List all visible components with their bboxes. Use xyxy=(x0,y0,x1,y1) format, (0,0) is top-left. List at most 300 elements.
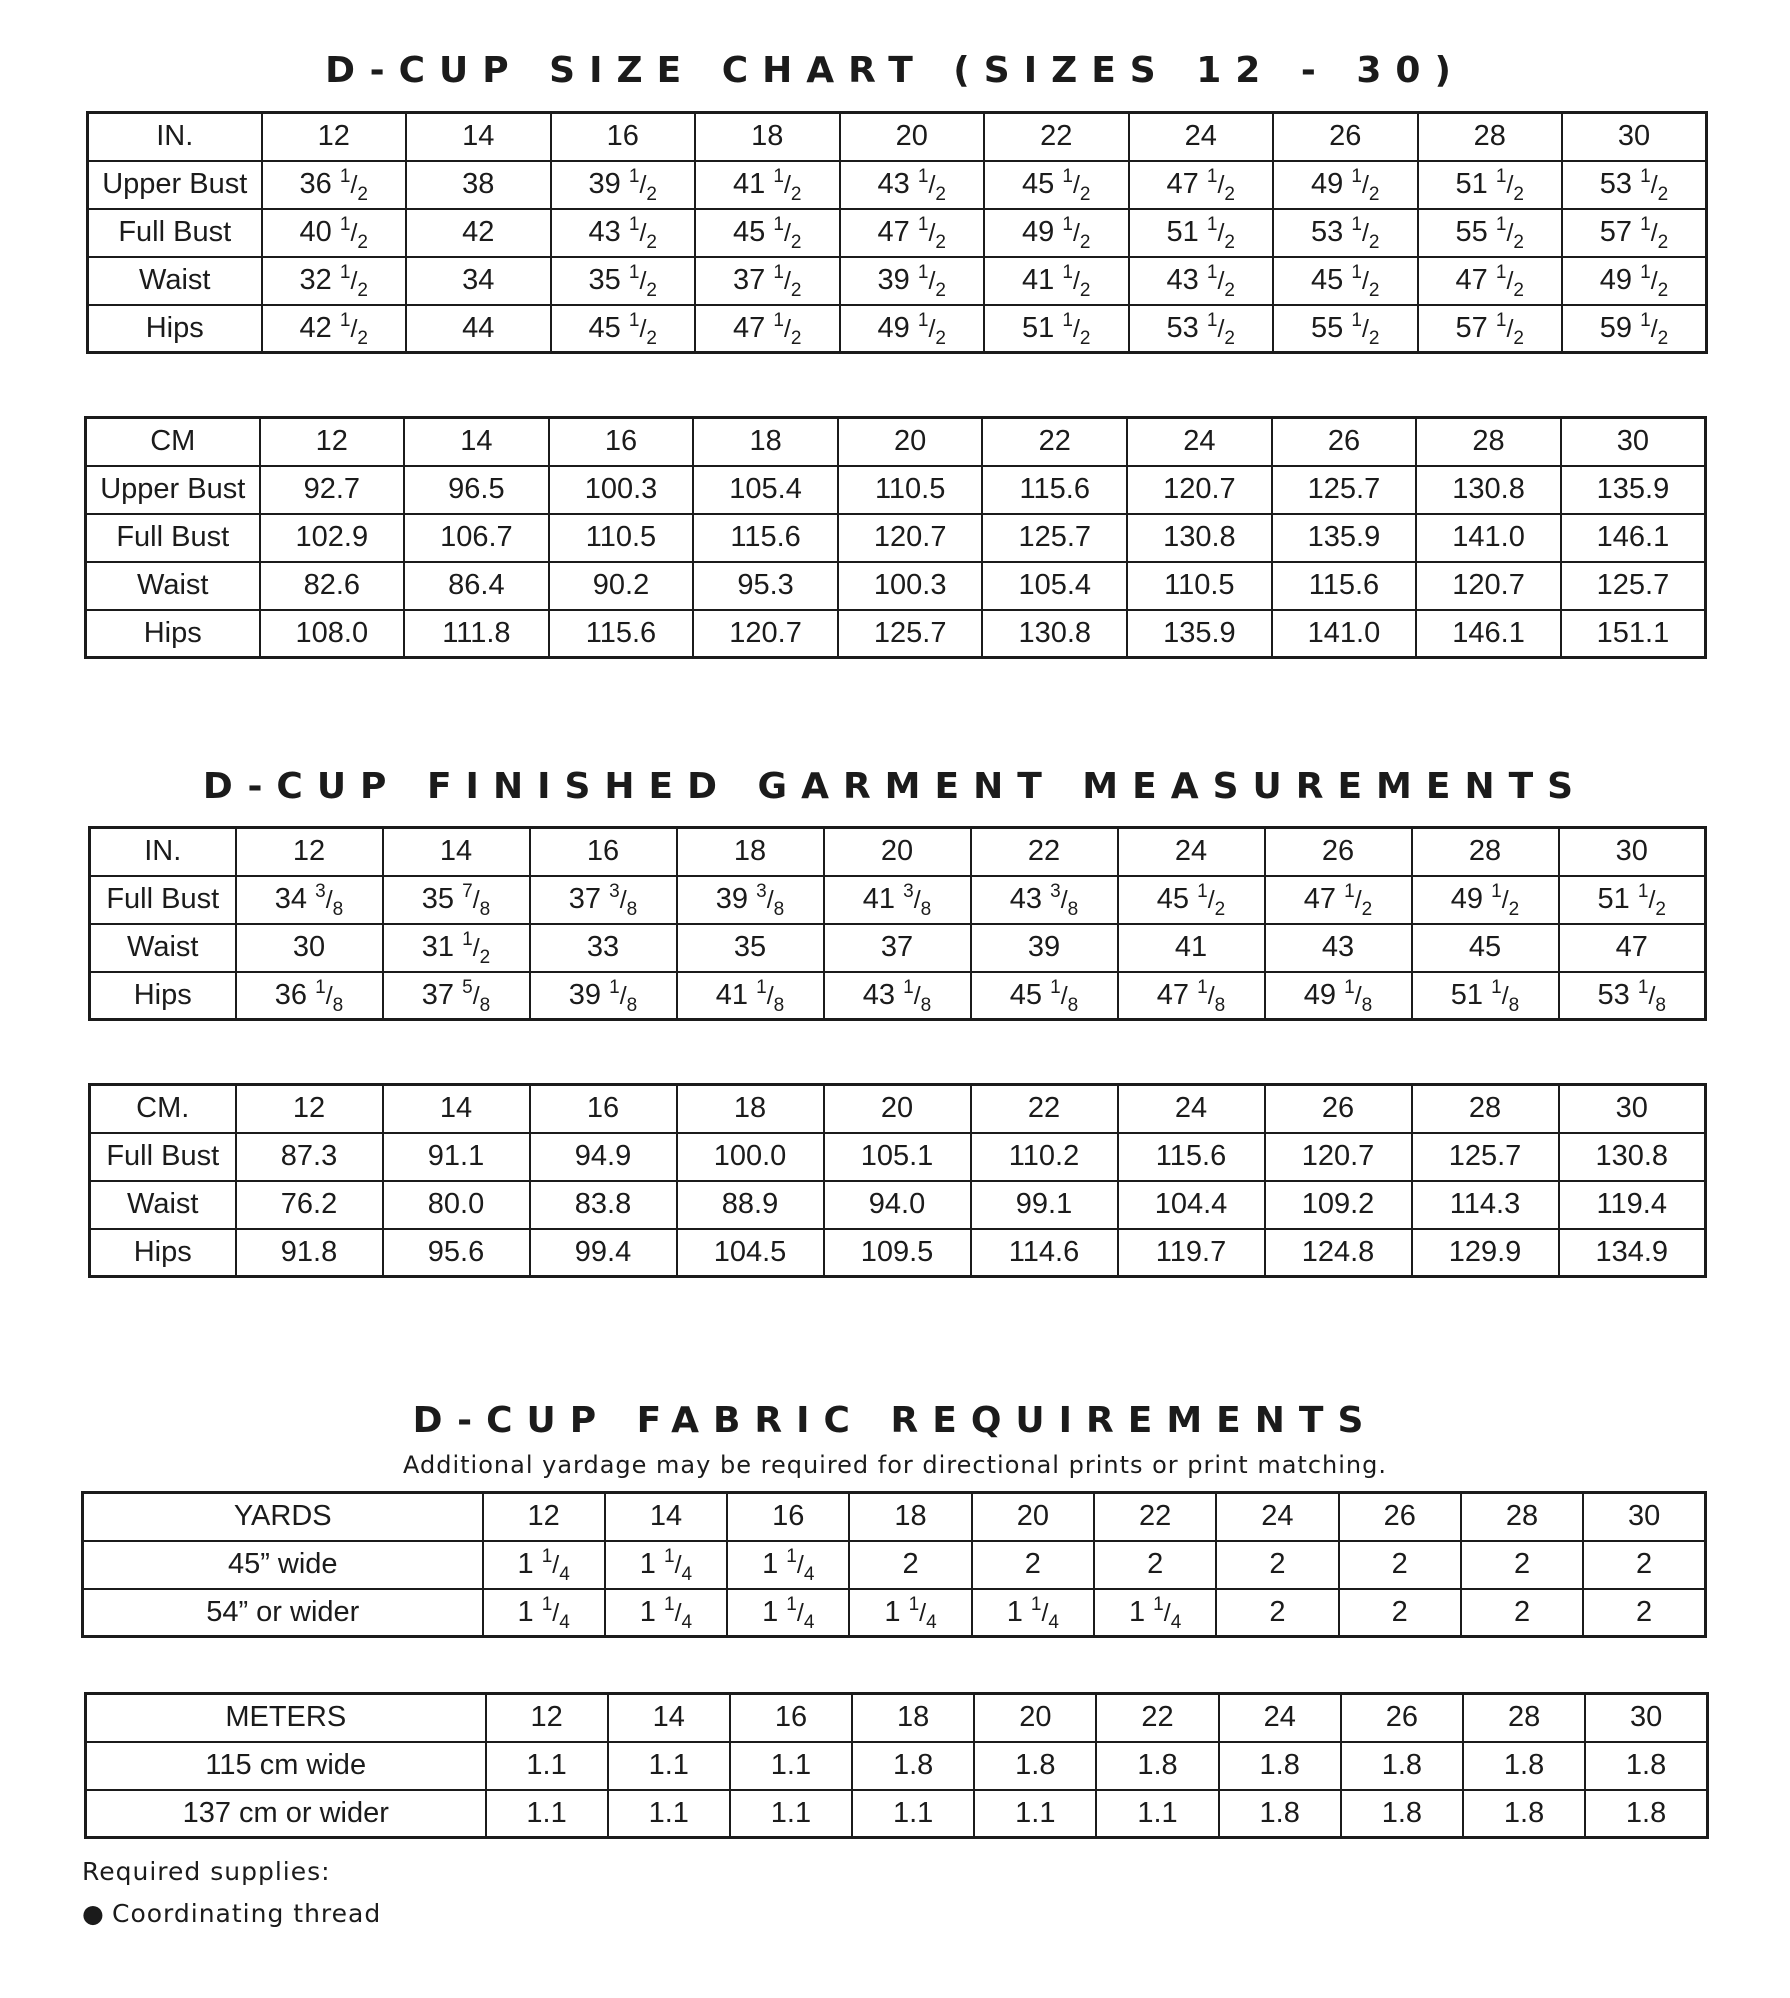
table-cell: 1.1 xyxy=(486,1790,608,1838)
size-chart-cm-table xyxy=(84,416,1707,659)
size-header: 26 xyxy=(1339,1493,1461,1541)
table-row xyxy=(90,924,1706,972)
header-row xyxy=(90,828,1706,876)
table-cell: 47 $^1/_2$ xyxy=(695,305,840,353)
table-cell: 110.5 xyxy=(838,466,983,514)
table-cell: 134.9 xyxy=(1559,1229,1706,1277)
size-header: 18 xyxy=(852,1694,974,1742)
table-row xyxy=(88,209,1707,257)
table-cell: 106.7 xyxy=(404,514,549,562)
table-row xyxy=(88,161,1707,209)
size-header: 26 xyxy=(1265,1085,1412,1133)
table-cell: 39 $^3/_8$ xyxy=(677,876,824,924)
table-cell: 45 $^1/_2$ xyxy=(984,161,1129,209)
table-cell: 45 xyxy=(1412,924,1559,972)
row-label: 137 cm or wider xyxy=(86,1790,486,1838)
table-cell: 32 $^1/_2$ xyxy=(262,257,407,305)
table-cell: 125.7 xyxy=(982,514,1127,562)
table-cell: 53 $^1/_8$ xyxy=(1559,972,1706,1020)
table-cell: 76.2 xyxy=(236,1181,383,1229)
size-header: 20 xyxy=(840,113,985,161)
header-row xyxy=(86,1694,1708,1742)
table-cell: 43 $^1/_2$ xyxy=(551,209,696,257)
table-cell: 38 xyxy=(406,161,551,209)
table-cell: 105.1 xyxy=(824,1133,971,1181)
finished-garment-title: D-CUP FINISHED GARMENT MEASUREMENTS xyxy=(202,766,1588,807)
table-cell: 130.8 xyxy=(1127,514,1272,562)
size-header: 14 xyxy=(608,1694,730,1742)
table-cell: 41 $^1/_2$ xyxy=(984,257,1129,305)
row-label: Full Bust xyxy=(86,514,260,562)
size-header: 12 xyxy=(486,1694,608,1742)
size-header: 20 xyxy=(838,418,983,466)
header-row xyxy=(83,1493,1706,1541)
table-cell: 45 $^1/_2$ xyxy=(1273,257,1418,305)
table-cell: 43 $^1/_8$ xyxy=(824,972,971,1020)
size-header: 30 xyxy=(1585,1694,1707,1742)
table-cell: 110.5 xyxy=(549,514,694,562)
size-header: 30 xyxy=(1559,1085,1706,1133)
table-cell: 49 $^1/_2$ xyxy=(1562,257,1707,305)
table-cell: 94.9 xyxy=(530,1133,677,1181)
table-cell: 35 $^7/_8$ xyxy=(383,876,530,924)
table-cell: 125.7 xyxy=(1412,1133,1559,1181)
table-row xyxy=(90,1133,1706,1181)
size-header: 12 xyxy=(262,113,407,161)
size-header: 20 xyxy=(824,828,971,876)
table-cell: 2 xyxy=(849,1541,971,1589)
table-row xyxy=(90,1181,1706,1229)
table-cell: 120.7 xyxy=(693,610,838,658)
table-cell: 35 $^1/_2$ xyxy=(551,257,696,305)
table-cell: 1.8 xyxy=(852,1742,974,1790)
table-cell: 105.4 xyxy=(982,562,1127,610)
table-cell: 114.3 xyxy=(1412,1181,1559,1229)
table-cell: 146.1 xyxy=(1416,610,1561,658)
unit-header: METERS xyxy=(86,1694,486,1742)
size-header: 28 xyxy=(1461,1493,1583,1541)
table-cell: 2 xyxy=(972,1541,1094,1589)
size-chart-title: D-CUP SIZE CHART (SIZES 12 - 30) xyxy=(325,50,1465,91)
header-row xyxy=(90,1085,1706,1133)
size-chart-inches-table xyxy=(86,111,1708,354)
row-label: 54” or wider xyxy=(83,1589,483,1637)
table-cell: 100.3 xyxy=(549,466,694,514)
table-cell: 53 $^1/_2$ xyxy=(1273,209,1418,257)
table-cell: 130.8 xyxy=(982,610,1127,658)
table-cell: 1.8 xyxy=(1463,1742,1585,1790)
table-cell: 39 xyxy=(971,924,1118,972)
table-row xyxy=(86,514,1706,562)
table-cell: 36 $^1/_8$ xyxy=(236,972,383,1020)
unit-header: IN. xyxy=(90,828,236,876)
table-cell: 1 $^1/_4$ xyxy=(727,1541,849,1589)
table-cell: 115.6 xyxy=(1272,562,1417,610)
size-header: 22 xyxy=(1096,1694,1218,1742)
size-header: 22 xyxy=(971,1085,1118,1133)
table-row xyxy=(86,562,1706,610)
table-cell: 41 $^3/_8$ xyxy=(824,876,971,924)
table-cell: 1.8 xyxy=(1341,1790,1463,1838)
size-header: 18 xyxy=(849,1493,971,1541)
table-cell: 1.8 xyxy=(1341,1742,1463,1790)
table-cell: 41 xyxy=(1118,924,1265,972)
table-cell: 1 $^1/_4$ xyxy=(972,1589,1094,1637)
row-label: Upper Bust xyxy=(88,161,262,209)
table-cell: 1.1 xyxy=(1096,1790,1218,1838)
size-header: 18 xyxy=(693,418,838,466)
table-cell: 47 $^1/_2$ xyxy=(1129,161,1274,209)
table-cell: 100.3 xyxy=(838,562,983,610)
table-cell: 49 $^1/_2$ xyxy=(1412,876,1559,924)
table-cell: 43 $^1/_2$ xyxy=(1129,257,1274,305)
table-cell: 45 $^1/_2$ xyxy=(695,209,840,257)
table-cell: 83.8 xyxy=(530,1181,677,1229)
table-cell: 49 $^1/_8$ xyxy=(1265,972,1412,1020)
table-cell: 51 $^1/_2$ xyxy=(1418,161,1563,209)
fabric-yards-table xyxy=(81,1491,1707,1638)
table-cell: 45 $^1/_2$ xyxy=(1118,876,1265,924)
table-cell: 1.1 xyxy=(608,1790,730,1838)
table-cell: 34 xyxy=(406,257,551,305)
table-cell: 82.6 xyxy=(260,562,405,610)
table-cell: 37 $^1/_2$ xyxy=(695,257,840,305)
row-label: Hips xyxy=(86,610,260,658)
size-header: 28 xyxy=(1463,1694,1585,1742)
size-header: 20 xyxy=(974,1694,1096,1742)
size-header: 24 xyxy=(1118,1085,1265,1133)
size-header: 28 xyxy=(1412,828,1559,876)
row-label: Full Bust xyxy=(90,876,236,924)
table-cell: 111.8 xyxy=(404,610,549,658)
table-cell: 2 xyxy=(1339,1589,1461,1637)
size-header: 28 xyxy=(1412,1085,1559,1133)
size-header: 24 xyxy=(1216,1493,1338,1541)
table-cell: 87.3 xyxy=(236,1133,383,1181)
table-cell: 1.1 xyxy=(852,1790,974,1838)
size-header: 24 xyxy=(1127,418,1272,466)
size-header: 24 xyxy=(1118,828,1265,876)
row-label: Hips xyxy=(90,1229,236,1277)
size-header: 16 xyxy=(727,1493,849,1541)
table-row xyxy=(86,466,1706,514)
size-header: 30 xyxy=(1561,418,1706,466)
table-cell: 36 $^1/_2$ xyxy=(262,161,407,209)
table-cell: 35 xyxy=(677,924,824,972)
size-header: 28 xyxy=(1418,113,1563,161)
table-cell: 135.9 xyxy=(1561,466,1706,514)
size-header: 16 xyxy=(530,1085,677,1133)
row-label: 115 cm wide xyxy=(86,1742,486,1790)
table-cell: 80.0 xyxy=(383,1181,530,1229)
size-header: 14 xyxy=(406,113,551,161)
table-cell: 41 $^1/_8$ xyxy=(677,972,824,1020)
table-cell: 104.5 xyxy=(677,1229,824,1277)
size-header: 12 xyxy=(236,828,383,876)
table-cell: 129.9 xyxy=(1412,1229,1559,1277)
table-cell: 53 $^1/_2$ xyxy=(1562,161,1707,209)
size-header: 16 xyxy=(551,113,696,161)
table-cell: 57 $^1/_2$ xyxy=(1562,209,1707,257)
table-cell: 59 $^1/_2$ xyxy=(1562,305,1707,353)
table-cell: 115.6 xyxy=(982,466,1127,514)
supplies-item-label: Coordinating thread xyxy=(112,1899,382,1928)
row-label: Waist xyxy=(90,1181,236,1229)
unit-header: CM. xyxy=(90,1085,236,1133)
table-cell: 125.7 xyxy=(1272,466,1417,514)
table-cell: 115.6 xyxy=(1118,1133,1265,1181)
finished-garment-cm-table xyxy=(88,1083,1707,1278)
table-cell: 91.1 xyxy=(383,1133,530,1181)
row-label: Full Bust xyxy=(88,209,262,257)
table-row xyxy=(83,1541,1706,1589)
table-cell: 1.8 xyxy=(1219,1790,1341,1838)
row-label: Waist xyxy=(86,562,260,610)
size-header: 20 xyxy=(824,1085,971,1133)
table-cell: 39 $^1/_8$ xyxy=(530,972,677,1020)
bullet-icon: ● xyxy=(82,1899,105,1928)
table-cell: 41 $^1/_2$ xyxy=(695,161,840,209)
size-header: 30 xyxy=(1562,113,1707,161)
size-header: 18 xyxy=(677,828,824,876)
table-cell: 146.1 xyxy=(1561,514,1706,562)
table-cell: 1.8 xyxy=(1096,1742,1218,1790)
table-cell: 1.1 xyxy=(974,1790,1096,1838)
table-cell: 44 xyxy=(406,305,551,353)
table-cell: 45 $^1/_8$ xyxy=(971,972,1118,1020)
table-cell: 2 xyxy=(1216,1541,1338,1589)
size-header: 14 xyxy=(383,828,530,876)
table-row xyxy=(83,1589,1706,1637)
size-header: 12 xyxy=(236,1085,383,1133)
table-row xyxy=(90,876,1706,924)
table-cell: 51 $^1/_2$ xyxy=(1559,876,1706,924)
table-cell: 1.8 xyxy=(1585,1742,1707,1790)
table-cell: 120.7 xyxy=(1265,1133,1412,1181)
table-cell: 42 xyxy=(406,209,551,257)
table-row xyxy=(90,1229,1706,1277)
unit-header: IN. xyxy=(88,113,262,161)
table-cell: 49 $^1/_2$ xyxy=(840,305,985,353)
table-cell: 115.6 xyxy=(549,610,694,658)
size-header: 18 xyxy=(695,113,840,161)
table-cell: 55 $^1/_2$ xyxy=(1418,209,1563,257)
row-label: 45” wide xyxy=(83,1541,483,1589)
table-cell: 30 xyxy=(236,924,383,972)
table-cell: 92.7 xyxy=(260,466,405,514)
table-cell: 141.0 xyxy=(1272,610,1417,658)
table-cell: 119.4 xyxy=(1559,1181,1706,1229)
table-cell: 40 $^1/_2$ xyxy=(262,209,407,257)
size-header: 30 xyxy=(1559,828,1706,876)
table-cell: 91.8 xyxy=(236,1229,383,1277)
table-cell: 47 xyxy=(1559,924,1706,972)
table-cell: 96.5 xyxy=(404,466,549,514)
table-cell: 1 $^1/_4$ xyxy=(849,1589,971,1637)
table-cell: 130.8 xyxy=(1416,466,1561,514)
table-cell: 1.8 xyxy=(1585,1790,1707,1838)
table-cell: 94.0 xyxy=(824,1181,971,1229)
table-cell: 2 xyxy=(1583,1541,1705,1589)
table-cell: 109.5 xyxy=(824,1229,971,1277)
table-cell: 2 xyxy=(1094,1541,1216,1589)
table-cell: 43 $^1/_2$ xyxy=(840,161,985,209)
fabric-note: Additional yardage may be required for directional prints or print matching. xyxy=(403,1451,1387,1479)
table-cell: 102.9 xyxy=(260,514,405,562)
table-cell: 141.0 xyxy=(1416,514,1561,562)
table-cell: 120.7 xyxy=(838,514,983,562)
finished-garment-inches-table xyxy=(88,826,1707,1021)
table-cell: 1.8 xyxy=(1219,1742,1341,1790)
table-cell: 37 $^3/_8$ xyxy=(530,876,677,924)
table-cell: 99.4 xyxy=(530,1229,677,1277)
table-cell: 114.6 xyxy=(971,1229,1118,1277)
table-cell: 1.1 xyxy=(730,1742,852,1790)
table-cell: 51 $^1/_2$ xyxy=(984,305,1129,353)
size-header: 14 xyxy=(383,1085,530,1133)
table-row xyxy=(90,972,1706,1020)
table-cell: 2 xyxy=(1461,1541,1583,1589)
table-cell: 34 $^3/_8$ xyxy=(236,876,383,924)
table-cell: 43 xyxy=(1265,924,1412,972)
table-cell: 115.6 xyxy=(693,514,838,562)
table-cell: 2 xyxy=(1461,1589,1583,1637)
table-cell: 1.8 xyxy=(974,1742,1096,1790)
table-cell: 95.3 xyxy=(693,562,838,610)
size-header: 26 xyxy=(1272,418,1417,466)
row-label: Hips xyxy=(88,305,262,353)
table-cell: 95.6 xyxy=(383,1229,530,1277)
size-header: 22 xyxy=(971,828,1118,876)
size-header: 18 xyxy=(677,1085,824,1133)
header-row xyxy=(88,113,1707,161)
table-cell: 37 $^5/_8$ xyxy=(383,972,530,1020)
table-cell: 110.2 xyxy=(971,1133,1118,1181)
table-cell: 47 $^1/_2$ xyxy=(840,209,985,257)
size-header: 24 xyxy=(1129,113,1274,161)
table-cell: 39 $^1/_2$ xyxy=(551,161,696,209)
supplies-item xyxy=(82,1899,381,1928)
table-cell: 119.7 xyxy=(1118,1229,1265,1277)
size-header: 16 xyxy=(730,1694,852,1742)
table-cell: 53 $^1/_2$ xyxy=(1129,305,1274,353)
table-cell: 1 $^1/_4$ xyxy=(605,1589,727,1637)
size-header: 24 xyxy=(1219,1694,1341,1742)
size-header: 26 xyxy=(1341,1694,1463,1742)
size-header: 26 xyxy=(1273,113,1418,161)
table-cell: 100.0 xyxy=(677,1133,824,1181)
table-cell: 90.2 xyxy=(549,562,694,610)
header-row xyxy=(86,418,1706,466)
size-header: 26 xyxy=(1265,828,1412,876)
unit-header: CM xyxy=(86,418,260,466)
size-header: 16 xyxy=(549,418,694,466)
size-header: 22 xyxy=(982,418,1127,466)
size-header: 14 xyxy=(404,418,549,466)
table-cell: 42 $^1/_2$ xyxy=(262,305,407,353)
table-cell: 120.7 xyxy=(1127,466,1272,514)
table-cell: 39 $^1/_2$ xyxy=(840,257,985,305)
row-label: Full Bust xyxy=(90,1133,236,1181)
table-cell: 105.4 xyxy=(693,466,838,514)
size-header: 28 xyxy=(1416,418,1561,466)
table-cell: 120.7 xyxy=(1416,562,1561,610)
table-cell: 2 xyxy=(1339,1541,1461,1589)
row-label: Hips xyxy=(90,972,236,1020)
table-cell: 2 xyxy=(1583,1589,1705,1637)
supplies-heading: Required supplies: xyxy=(82,1857,331,1886)
table-cell: 55 $^1/_2$ xyxy=(1273,305,1418,353)
table-cell: 49 $^1/_2$ xyxy=(984,209,1129,257)
table-cell: 1 $^1/_4$ xyxy=(1094,1589,1216,1637)
size-header: 22 xyxy=(984,113,1129,161)
row-label: Waist xyxy=(90,924,236,972)
size-header: 14 xyxy=(605,1493,727,1541)
unit-header: YARDS xyxy=(83,1493,483,1541)
table-cell: 130.8 xyxy=(1559,1133,1706,1181)
table-row xyxy=(88,257,1707,305)
row-label: Waist xyxy=(88,257,262,305)
table-cell: 135.9 xyxy=(1127,610,1272,658)
table-cell: 110.5 xyxy=(1127,562,1272,610)
table-cell: 47 $^1/_2$ xyxy=(1418,257,1563,305)
table-cell: 51 $^1/_8$ xyxy=(1412,972,1559,1020)
table-cell: 1.8 xyxy=(1463,1790,1585,1838)
table-cell: 1 $^1/_4$ xyxy=(727,1589,849,1637)
table-cell: 88.9 xyxy=(677,1181,824,1229)
table-cell: 2 xyxy=(1216,1589,1338,1637)
table-cell: 43 $^3/_8$ xyxy=(971,876,1118,924)
table-cell: 33 xyxy=(530,924,677,972)
table-cell: 1.1 xyxy=(730,1790,852,1838)
table-cell: 1 $^1/_4$ xyxy=(605,1541,727,1589)
table-cell: 124.8 xyxy=(1265,1229,1412,1277)
table-cell: 104.4 xyxy=(1118,1181,1265,1229)
size-header: 16 xyxy=(530,828,677,876)
table-cell: 57 $^1/_2$ xyxy=(1418,305,1563,353)
table-cell: 151.1 xyxy=(1561,610,1706,658)
table-cell: 31 $^1/_2$ xyxy=(383,924,530,972)
size-header: 12 xyxy=(483,1493,605,1541)
table-cell: 109.2 xyxy=(1265,1181,1412,1229)
table-row xyxy=(86,1742,1708,1790)
size-header: 20 xyxy=(972,1493,1094,1541)
table-cell: 99.1 xyxy=(971,1181,1118,1229)
table-cell: 37 xyxy=(824,924,971,972)
fabric-requirements-title: D-CUP FABRIC REQUIREMENTS xyxy=(412,1400,1378,1441)
table-cell: 47 $^1/_2$ xyxy=(1265,876,1412,924)
table-cell: 135.9 xyxy=(1272,514,1417,562)
table-cell: 1.1 xyxy=(486,1742,608,1790)
size-header: 30 xyxy=(1583,1493,1705,1541)
table-cell: 51 $^1/_2$ xyxy=(1129,209,1274,257)
table-cell: 49 $^1/_2$ xyxy=(1273,161,1418,209)
table-cell: 125.7 xyxy=(1561,562,1706,610)
table-cell: 45 $^1/_2$ xyxy=(551,305,696,353)
table-row xyxy=(86,610,1706,658)
table-cell: 1 $^1/_4$ xyxy=(483,1589,605,1637)
table-row xyxy=(88,305,1707,353)
table-cell: 47 $^1/_8$ xyxy=(1118,972,1265,1020)
size-header: 12 xyxy=(260,418,405,466)
table-cell: 1 $^1/_4$ xyxy=(483,1541,605,1589)
row-label: Upper Bust xyxy=(86,466,260,514)
table-cell: 1.1 xyxy=(608,1742,730,1790)
size-header: 22 xyxy=(1094,1493,1216,1541)
table-cell: 86.4 xyxy=(404,562,549,610)
table-cell: 108.0 xyxy=(260,610,405,658)
table-row xyxy=(86,1790,1708,1838)
